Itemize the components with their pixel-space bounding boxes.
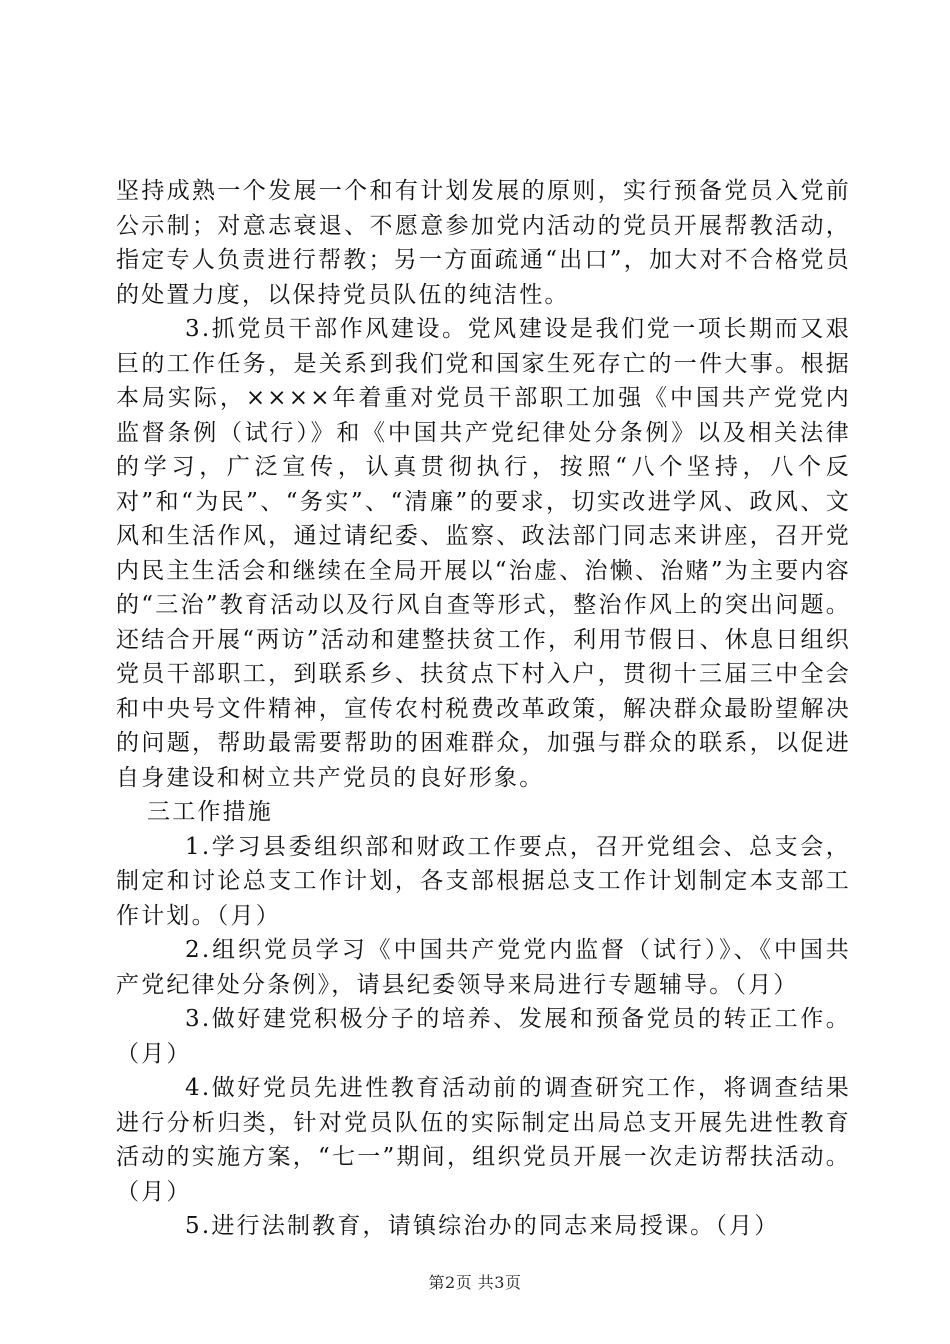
paragraph-party-member-management: 坚持成熟一个发展一个和有计划发展的原则，实行预备党员入党前公示制；对意志衰退、不愿意参加党内活动的党员开展帮教活动，指定专人负责进行帮教；另一方面疏通“出口”，加大对不合格党员的处置力度，以保持党员队伍的纯洁性。 [116, 178, 851, 308]
measure-item-5: 5.进行法制教育，请镇综治办的同志来局授课。（月） [185, 1213, 780, 1239]
section-heading-work-measures: 三工作措施 [147, 799, 273, 825]
document-body [116, 174, 851, 1244]
page-footer: 第2页 共3页 [428, 1273, 522, 1292]
paragraph-work-style-construction: 3.抓党员干部作风建设。党风建设是我们党一项长期而又艰巨的工作任务，是关系到我们党和国家生死存亡的一件大事。根据本局实际，××××年着重对党员干部职工加强《中国共产党党内监督条例（试行）》和《中国共产党纪律处分条例》以及相关法律的学习，广泛宣传，认真贯彻执行，按照“八个坚持，八个反对”和“为民”、“务实”、“清廉”的要求，切实改进学风、政风、文风和生活作风，通过请纪委、监察、政法部门同志来讲座，召开党内民主生活会和继续在全局开展以“治虚、治懒、治赌”为主要内容的“三治”教育活动以及行风自查等形式，整治作风上的突出问题。还结合开展“两访”活动和建整扶贫工作，利用节假日、休息日组织党员干部职工，到联系乡、扶贫点下村入户，贯彻十三届三中全会和中央号文件精神，宣传农村税费改革政策，解决群众最盼望解决的问题，帮助最需要帮助的困难群众，加强与群众的联系，以促进自身建设和树立共产党员的良好形象。 [116, 316, 851, 791]
measure-item-2: 2.组织党员学习《中国共产党党内监督（试行）》、《中国共产党纪律处分条例》，请县纪委领导来局进行专题辅导。（月） [116, 937, 851, 998]
measure-item-3: 3.做好建党积极分子的培养、发展和预备党员的转正工作。（月） [116, 1006, 851, 1067]
measure-item-4: 4.做好党员先进性教育活动前的调查研究工作，将调查结果进行分析归类，针对党员队伍的实际制定出局总支开展先进性教育活动的实施方案，“七一”期间，组织党员开展一次走访帮扶活动。（月） [116, 1075, 851, 1205]
measure-item-1: 1.学习县委组织部和财政工作要点，召开党组会、总支会，制定和讨论总支工作计划，各支部根据总支工作计划制定本支部工作计划。（月） [116, 833, 851, 929]
